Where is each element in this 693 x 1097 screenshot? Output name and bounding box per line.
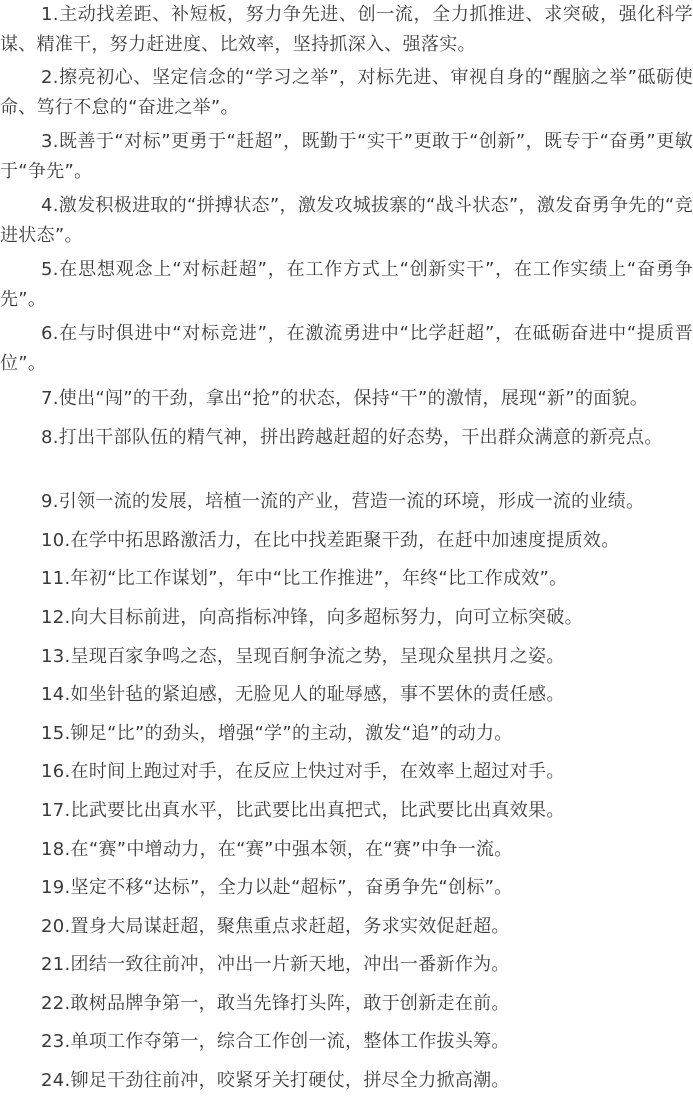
paragraph-3: 3.既善于“对标”更勇于“赶超”，既勤于“实干”更敢于“创新”，既专于“奋勇”更敏于“争先”。 — [0, 131, 693, 182]
paragraph-15: 15.铆足“比”的劲头，增强“学”的主动，激发“追”的动力。 — [41, 723, 513, 744]
paragraph-17: 17.比武要比出真水平，比武要比出真把式，比武要比出真效果。 — [41, 800, 565, 821]
paragraph-19: 19.坚定不移“达标”，全力以赴“超标”，奋勇争先“创标”。 — [41, 877, 513, 898]
paragraph-20: 20.置身大局谋赶超，聚焦重点求赶超，务求实效促赶超。 — [41, 916, 510, 937]
paragraph-2: 2.擦亮初心、坚定信念的“学习之举”，对标先进、审视自身的“醒脑之举”砥砺使命、笃行不怠的“奋进之举”。 — [0, 67, 693, 118]
paragraph-6: 6.在与时俱进中“对标竞进”，在激流勇进中“比学赶超”，在砥砺奋进中“提质晋位”。 — [0, 323, 693, 374]
paragraph-12: 12.向大目标前进，向高指标冲锋，向多超标努力，向可立标突破。 — [41, 607, 583, 628]
paragraph-18: 18.在“赛”中增动力，在“赛”中强本领，在“赛”中争一流。 — [41, 839, 513, 860]
paragraph-13: 13.呈现百家争鸣之态，呈现百舸争流之势，呈现众星拱月之姿。 — [41, 646, 565, 667]
paragraph-10: 10.在学中拓思路激活力，在比中找差距聚干劲，在赶中加速度提质效。 — [41, 530, 620, 551]
paragraph-22: 22.敢树品牌争第一，敢当先锋打头阵，敢于创新走在前。 — [41, 993, 510, 1014]
paragraph-8: 8.打出干部队伍的精气神，拼出跨越赶超的好态势，干出群众满意的新亮点。 — [41, 427, 663, 448]
paragraph-1: 1.主动找差距、补短板，努力争先进、创一流，全力抓推进、求突破，强化科学谋、精准干，努力赶进度、比效率，坚持抓深入、强落实。 — [0, 4, 693, 55]
paragraph-21: 21.团结一致往前冲，冲出一片新天地，冲出一番新作为。 — [41, 954, 510, 975]
paragraph-11: 11.年初“比工作谋划”，年中“比工作推进”，年终“比工作成效”。 — [41, 568, 568, 589]
paragraph-16: 16.在时间上跑过对手，在反应上快过对手，在效率上超过对手。 — [41, 761, 565, 782]
paragraph-4: 4.激发积极进取的“拼搏状态”，激发攻城拔寨的“战斗状态”，激发奋勇争先的“竞进状态”。 — [0, 195, 693, 246]
paragraph-24: 24.铆足干劲往前冲，咬紧牙关打硬仗，拼尽全力掀高潮。 — [41, 1070, 510, 1091]
paragraph-9: 9.引领一流的发展，培植一流的产业，营造一流的环境，形成一流的业绩。 — [41, 491, 645, 512]
paragraph-7: 7.使出“闯”的干劲，拿出“抢”的状态，保持“干”的激情，展现“新”的面貌。 — [41, 388, 649, 409]
paragraph-23: 23.单项工作夺第一，综合工作创一流，整体工作拔头筹。 — [41, 1031, 510, 1052]
paragraph-14: 14.如坐针毡的紧迫感，无脸见人的耻辱感，事不罢休的责任感。 — [41, 684, 565, 705]
paragraph-5: 5.在思想观念上“对标赶超”，在工作方式上“创新实干”，在工作实绩上“奋勇争先”。 — [0, 259, 693, 310]
